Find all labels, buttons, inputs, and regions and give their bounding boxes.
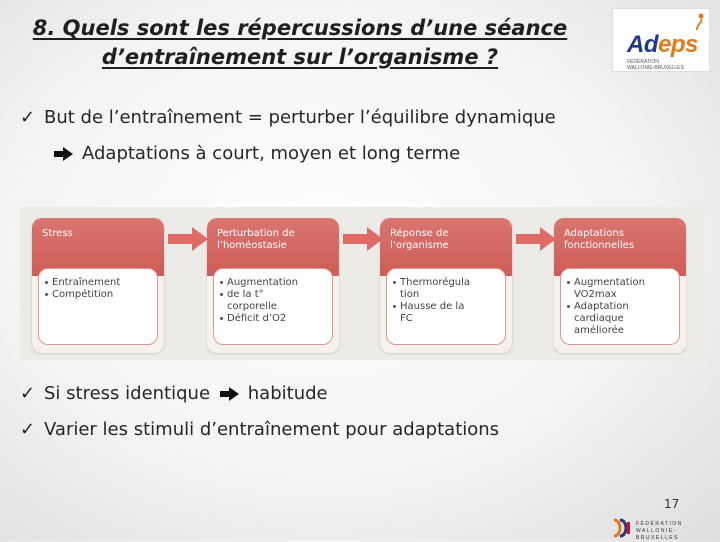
logo-subtitle-line-2: WALLONIE-BRUXELLES [627, 65, 684, 71]
bullet-goal [20, 106, 556, 130]
title-line-1: 8. Quels sont les répercussions d’une séance [32, 16, 568, 40]
bullet-adaptations-text: Adaptations à court, moyen et long terme [82, 143, 461, 164]
box-header-line-2: l’organisme [390, 240, 449, 251]
flow-arrow-icon [343, 227, 383, 251]
box-header-line-1: Perturbation de [217, 228, 295, 239]
diagram-box-response [380, 218, 512, 353]
diagram-box-adaptations [554, 218, 686, 353]
bullet-habit-post: habitude [247, 383, 328, 404]
box-header-line-2: l’homéostasie [217, 240, 287, 251]
logo-wordmark [627, 31, 698, 59]
list-item: Augmentation [567, 277, 675, 289]
bullet-habit-pre: Si stress identique [44, 383, 211, 404]
logo-subtitle-line-1: FÉDÉRATION [627, 59, 659, 65]
logo-word-accent: eps [658, 31, 698, 58]
list-item: Adaptation [567, 301, 675, 313]
list-item: Compétition [45, 289, 153, 301]
list-item: Hausse de la [393, 301, 501, 313]
check-icon: ✓ [20, 419, 36, 440]
logo-subtitle [627, 59, 707, 71]
box-header-line-1: Réponse de [390, 228, 449, 239]
right-arrow-icon [220, 387, 242, 401]
page-number: 17 [664, 497, 680, 511]
adaptation-diagram [20, 207, 704, 360]
list-item: FC [400, 313, 413, 324]
title-line-2: d’entraînement sur l’organisme ? [101, 45, 499, 69]
right-arrow-icon [54, 147, 76, 161]
list-item: Entraînement [45, 277, 153, 289]
box-header [564, 228, 634, 252]
list-item: cardiaque [574, 313, 624, 324]
federation-logo [608, 514, 712, 540]
list-item: VO2max [574, 289, 617, 300]
list-item: Thermorégula [393, 277, 501, 289]
federation-mark-icon [610, 516, 634, 540]
flow-arrow-icon [168, 227, 208, 251]
check-icon: ✓ [20, 383, 36, 404]
box-header: Stress [42, 228, 73, 239]
list-item: corporelle [227, 301, 277, 312]
list-item: Augmentation [220, 277, 328, 289]
bullet-habit [20, 382, 328, 406]
adeps-logo [612, 8, 710, 72]
federation-label-line-2: WALLONIE-BRUXELLES [636, 528, 679, 541]
flow-arrow-icon [516, 227, 556, 251]
logo-word-main: Ad [627, 31, 658, 58]
logo-swirl-icon [695, 13, 705, 31]
list-item: tion [400, 289, 420, 300]
box-header [217, 228, 295, 252]
diagram-box-homeostasis [207, 218, 339, 353]
box-header [390, 228, 449, 252]
list-item: Déficit d’O2 [220, 313, 328, 325]
federation-label [636, 521, 712, 542]
federation-label-line-1: FÉDÉRATION [636, 521, 683, 527]
list-item [220, 289, 328, 301]
box-header-line-2: fonctionnelles [564, 240, 635, 251]
list-item: améliorée [574, 325, 624, 336]
slide-title [20, 14, 580, 72]
bullet-adaptations [54, 142, 460, 166]
bullet-vary [20, 418, 499, 442]
list-item-continued: de la t° [227, 289, 264, 300]
box-header-line-1: Adaptations [564, 228, 624, 239]
check-icon: ✓ [20, 107, 36, 128]
bullet-goal-text: But de l’entraînement = perturber l’équilibre dynamique [44, 107, 556, 128]
bullet-vary-text: Varier les stimuli d’entraînement pour adaptations [44, 419, 500, 440]
diagram-box-stress [32, 218, 164, 353]
